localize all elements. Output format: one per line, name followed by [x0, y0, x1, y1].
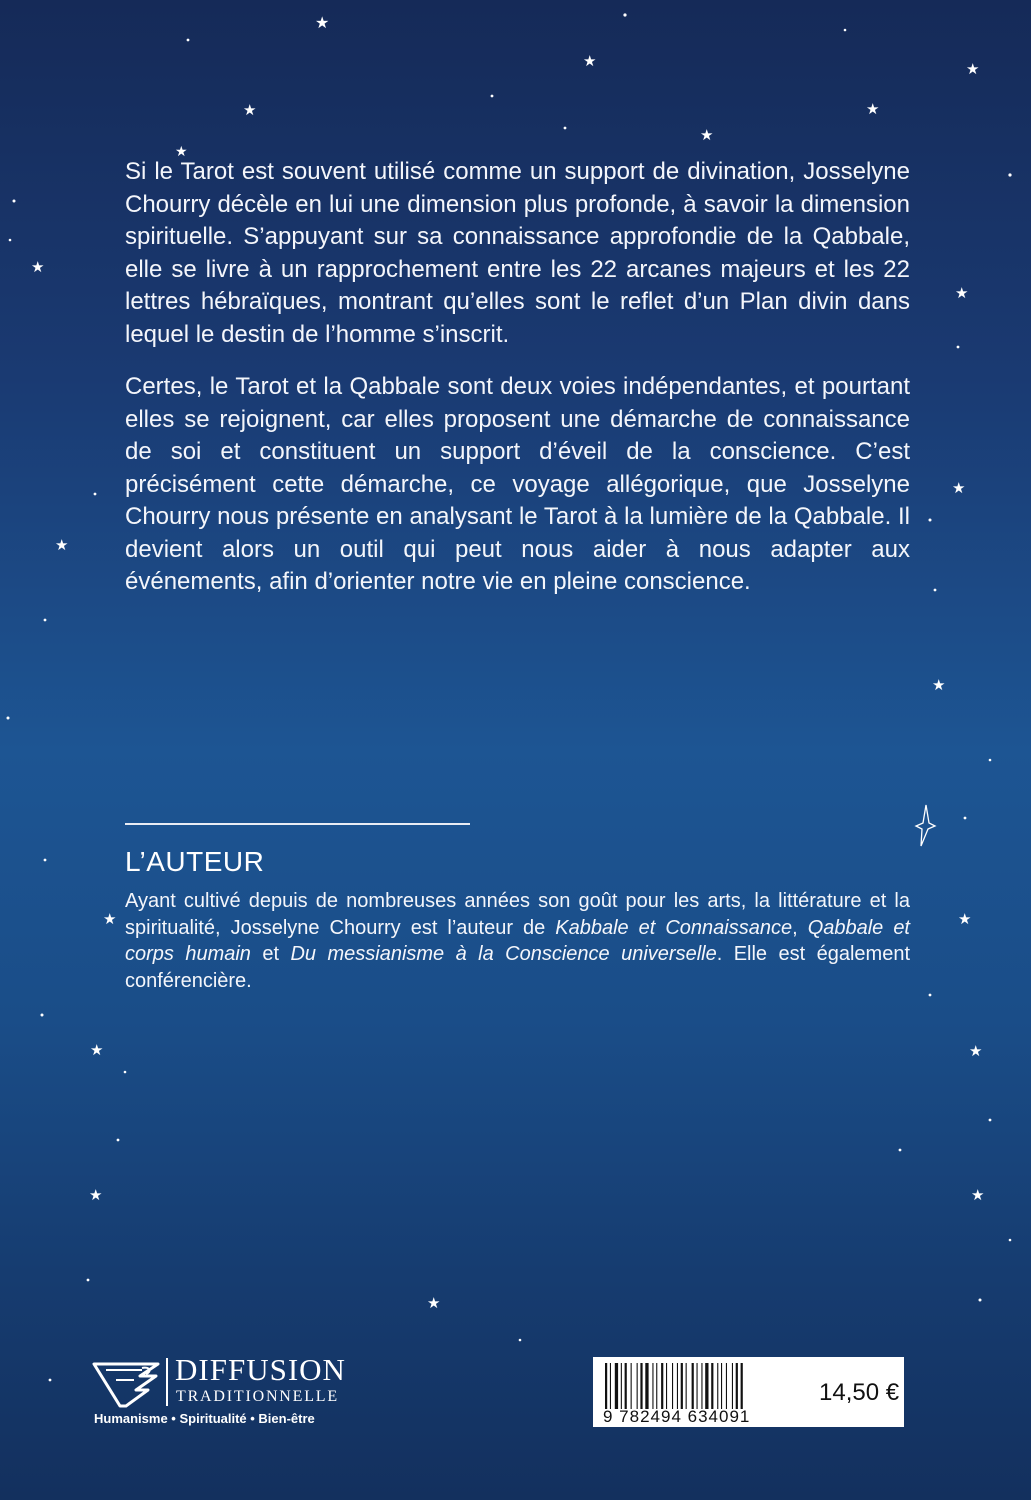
publisher-tagline: Humanisme • Spiritualité • Bien-être: [94, 1411, 315, 1426]
barcode-bar: [625, 1363, 627, 1409]
barcode-bar: [637, 1363, 638, 1409]
svg-text:★: ★: [103, 910, 117, 928]
barcode-bar: [677, 1363, 678, 1409]
barcode-bar: [711, 1363, 713, 1409]
svg-text:★: ★: [175, 144, 188, 160]
svg-text:★: ★: [427, 1294, 441, 1312]
barcode-bar: [692, 1363, 694, 1409]
barcode-bar: [697, 1363, 698, 1409]
isbn-number: 9 782494 634091: [603, 1407, 751, 1426]
publisher-logo-icon: [92, 1356, 162, 1408]
barcode-bar: [652, 1363, 653, 1409]
book-title: Du messianisme à la Conscience universelle: [290, 943, 717, 965]
barcode-bar: [645, 1363, 648, 1409]
svg-text:★: ★: [952, 479, 966, 497]
svg-text:★: ★: [966, 60, 980, 78]
barcode-bar: [717, 1363, 718, 1409]
barcode-bar: [701, 1363, 702, 1409]
svg-text:★: ★: [55, 536, 69, 554]
svg-text:★: ★: [243, 101, 257, 119]
price-label: 14,50 €: [819, 1379, 900, 1406]
svg-text:★: ★: [932, 676, 946, 694]
svg-text:★: ★: [866, 100, 880, 118]
summary-paragraph-1: Si le Tarot est souvent utilisé comme un support de divination, Josselyne Chourry décèle en lui une dimension plus profonde, à savoir la dimension spirituelle. S’appuyant sur sa connaissance approfondie de la Qabbale, elle se livre à un rapprochement entre les 22 arcanes majeurs et les 22 lettres hébraïques, montrant qu’elles sont le reflet d’un Plan divin dans lequel le destin de l’homme s’inscrit.: [125, 158, 910, 348]
isbn-barcode-label: [593, 1357, 904, 1427]
author-bio: [125, 888, 910, 994]
barcode-bar: [721, 1363, 722, 1409]
barcode-bar: [605, 1363, 607, 1409]
svg-text:★: ★: [31, 258, 45, 276]
svg-text:★: ★: [315, 13, 330, 32]
barcode-bar: [732, 1363, 733, 1409]
author-bio-text: Ayant cultivé depuis de nombreuses années son goût pour les arts, la littérature et la spiritualité, Josselyne Chourry est l’auteur de: [125, 890, 910, 939]
svg-text:★: ★: [583, 52, 597, 70]
svg-text:★: ★: [971, 1186, 985, 1204]
author-heading: L’AUTEUR: [125, 846, 265, 877]
barcode-bar: [656, 1363, 657, 1409]
book-title: Kabbale et Connaissance: [555, 916, 793, 939]
barcode-bar: [610, 1363, 611, 1409]
book-summary: [125, 156, 910, 619]
barcode-bar: [736, 1363, 738, 1409]
barcode-bar: [681, 1363, 683, 1409]
author-bio-separator: ,: [792, 916, 808, 939]
svg-text:★: ★: [89, 1186, 103, 1204]
barcode-bar: [621, 1363, 622, 1409]
section-divider: [125, 823, 470, 825]
publisher-divider: [166, 1358, 168, 1406]
barcode-bar: [666, 1363, 667, 1409]
barcode-bar: [741, 1363, 743, 1409]
book-title: Qabbale et corps humain: [125, 916, 910, 965]
svg-text:★: ★: [955, 284, 969, 302]
barcode-bar: [640, 1363, 642, 1409]
barcode-bar: [672, 1363, 673, 1409]
svg-text:★: ★: [958, 910, 972, 928]
author-bio-text: . Elle est également conférencière.: [125, 943, 910, 992]
publisher-name-line2: TRADITIONNELLE: [176, 1388, 339, 1405]
barcode-bar: [631, 1363, 632, 1409]
svg-text:★: ★: [90, 1041, 104, 1059]
barcode-bar: [661, 1363, 663, 1409]
barcode-bar: [726, 1363, 727, 1409]
sparkle-outline-icon: [916, 805, 935, 846]
barcode-bar: [705, 1363, 708, 1409]
barcode-icon: [603, 1363, 799, 1409]
publisher-block: [92, 1352, 362, 1432]
barcode-bar: [615, 1363, 618, 1409]
summary-paragraph-2: Certes, le Tarot et la Qabbale sont deux voies indépendantes, et pourtant elles se rejoignent, car elles proposent une démarche de connaissance de soi et constituent un support d’éveil de la conscience. C’est précisément cette démarche, ce voyage allégorique, que Josselyne Chourry nous présente en analysant le Tarot à la lumière de la Qabbale. Il devient alors un outil qui peut nous aider à nous adapter aux événements, afin d’orienter notre vie en pleine conscience.: [125, 373, 910, 595]
author-bio-separator: et: [250, 943, 291, 965]
publisher-name-line1: DIFFUSION: [175, 1352, 346, 1387]
svg-text:★: ★: [700, 126, 714, 144]
barcode-bar: [686, 1363, 687, 1409]
svg-text:★: ★: [969, 1042, 983, 1060]
